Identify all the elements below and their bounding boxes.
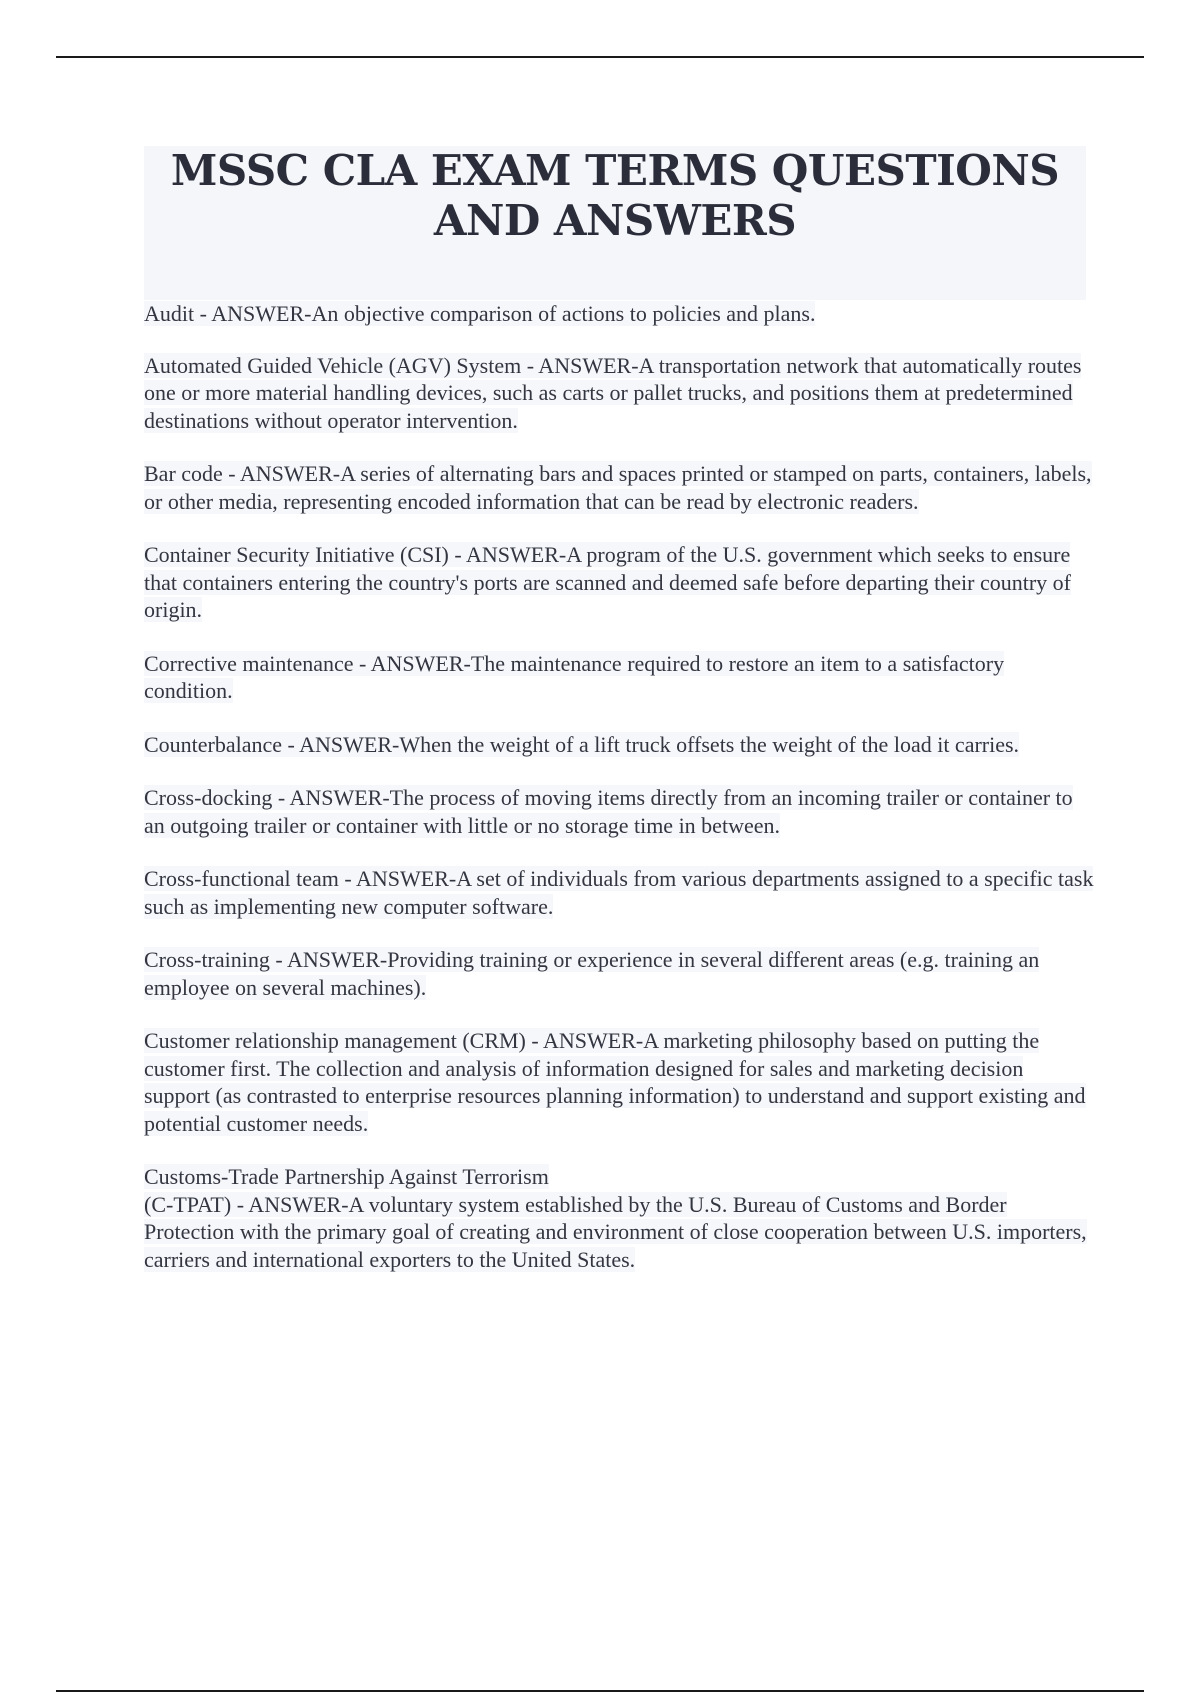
term-entry <box>144 650 1094 705</box>
term-entry <box>144 946 1094 1001</box>
bottom-divider <box>56 1690 1144 1692</box>
term-entry-ctpat <box>144 1163 1094 1273</box>
term-entry-text: Bar code - ANSWER-A series of alternating bars and spaces printed or stamped on parts, containers, labels, or other media, representing encoded information that can be read by electronic readers. <box>144 461 1092 514</box>
terms-list <box>144 300 1094 1299</box>
term-entry-text: Automated Guided Vehicle (AGV) System - ANSWER-A transportation network that automatically routes one or more material handling devices, such as carts or pallet trucks, and positions them at predetermined destinations without operator intervention. <box>144 352 1082 433</box>
term-entry-text: Corrective maintenance - ANSWER-The maintenance required to restore an item to a satisfactory condition. <box>144 650 1005 703</box>
term-entry-text: Cross-docking - ANSWER-The process of moving items directly from an incoming trailer or container to an outgoing trailer or container with little or no storage time in between. <box>144 785 1073 838</box>
term-entry-text: Cross-functional team - ANSWER-A set of individuals from various departments assigned to a specific task such as implementing new computer software. <box>144 866 1094 919</box>
term-entry <box>144 460 1094 515</box>
term-entry-ctpat-line1: Customs-Trade Partnership Against Terrorism <box>144 1164 549 1189</box>
term-entry-text: Container Security Initiative (CSI) - ANSWER-A program of the U.S. government which seeks to ensure that containers entering the country's ports are scanned and deemed safe before departing their country of origin. <box>144 542 1071 622</box>
top-divider <box>56 56 1144 58</box>
term-entry-text: Customer relationship management (CRM) - ANSWER-A marketing philosophy based on putting the customer first. The collection and analysis of information designed for sales and marketing decision support (as contrasted to enterprise resources planning information) to understand and support existing and potential customer needs. <box>144 1028 1086 1136</box>
term-entry <box>144 784 1094 839</box>
term-entry-text: Counterbalance - ANSWER-When the weight of a lift truck offsets the weight of the load it carries. <box>144 731 1020 757</box>
term-entry-text: Audit - ANSWER-An objective comparison of actions to policies and plans. <box>144 301 816 326</box>
term-entry <box>144 352 1094 435</box>
term-entry <box>144 865 1094 920</box>
title-box <box>144 146 1086 300</box>
term-entry <box>144 300 1094 328</box>
page-title: MSSC CLA EXAM TERMS QUESTIONS AND ANSWERS <box>170 146 1060 245</box>
term-entry <box>144 731 1094 759</box>
term-entry <box>144 541 1094 624</box>
term-entry <box>144 1027 1094 1137</box>
term-entry-text: Cross-training - ANSWER-Providing training or experience in several different areas (e.g. training an employee on several machines). <box>144 947 1040 1000</box>
term-entry-ctpat-line2: (C-TPAT) - ANSWER-A voluntary system established by the U.S. Bureau of Customs and Border Protection with the primary goal of creating and environment of close cooperation between U.S. importers, carriers and international exporters to the United States. <box>144 1191 1087 1272</box>
